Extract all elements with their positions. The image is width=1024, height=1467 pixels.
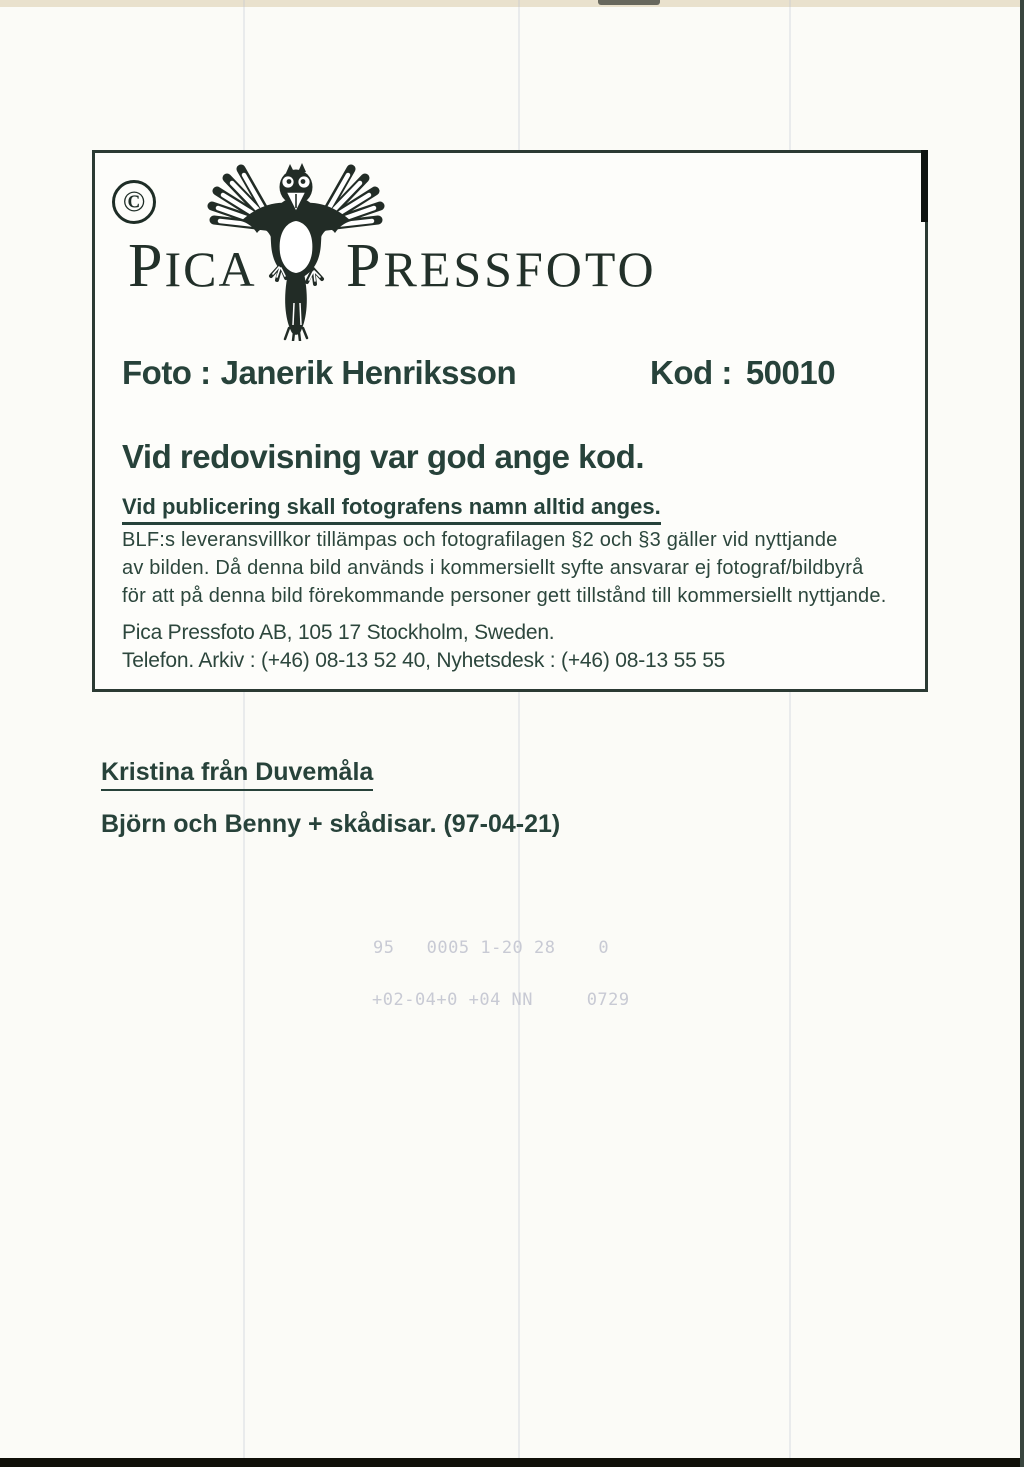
archive-stamp-line2: +02-04+0 +04 NN 0729	[372, 990, 630, 1010]
code-value: 50010	[745, 354, 836, 391]
agency-address: Pica Pressfoto AB, 105 17 Stockholm, Sweden.	[122, 621, 555, 644]
scan-edge-bottom	[0, 1458, 1024, 1467]
logo-word-pressfoto: PRESSFOTO	[346, 232, 657, 300]
scan-edge-top	[0, 0, 1024, 7]
photographer-label: Foto :	[122, 354, 211, 391]
code-label: Kod :	[650, 354, 732, 391]
photo-caption-subtitle: Björn och Benny + skådisar. (97-04-21)	[101, 810, 561, 838]
scan-edge-right	[1020, 0, 1024, 1467]
agency-contact	[122, 619, 725, 675]
scan-smudge	[598, 0, 660, 5]
photographer-name: Janerik Henriksson	[220, 354, 517, 391]
agency-phone: Telefon. Arkiv : (+46) 08-13 52 40, Nyhetsdesk : (+46) 08-13 55 55	[122, 649, 726, 672]
copyright-icon	[112, 180, 156, 224]
frame-border-artifact	[921, 150, 928, 222]
terms-heading: Vid publicering skall fotografens namn alltid anges.	[122, 496, 661, 518]
logo-word-pica: PICA	[128, 232, 257, 300]
code-line	[650, 356, 835, 389]
terms-line: för att på denna bild förekommande personer gett tillstånd till kommersiellt nyttjande.	[122, 585, 887, 607]
terms-line: BLF:s leveransvillkor tillämpas och fotografilagen §2 och §3 gäller vid nyttjande	[122, 529, 838, 551]
report-code-note: Vid redovisning var god ange kod.	[122, 438, 644, 475]
credit-frame	[92, 150, 928, 692]
copyright-glyph: ©	[122, 185, 146, 218]
terms-line: av bilden. Då denna bild används i kommersiellt syfte ansvarar ej fotograf/bildbyrå	[122, 557, 864, 579]
photo-caption-title: Kristina från Duvemåla	[101, 760, 373, 785]
archive-stamp-line1: 95 0005 1-20 28 0	[373, 938, 610, 958]
terms-paragraph	[122, 526, 886, 610]
photographer-line	[122, 356, 516, 389]
